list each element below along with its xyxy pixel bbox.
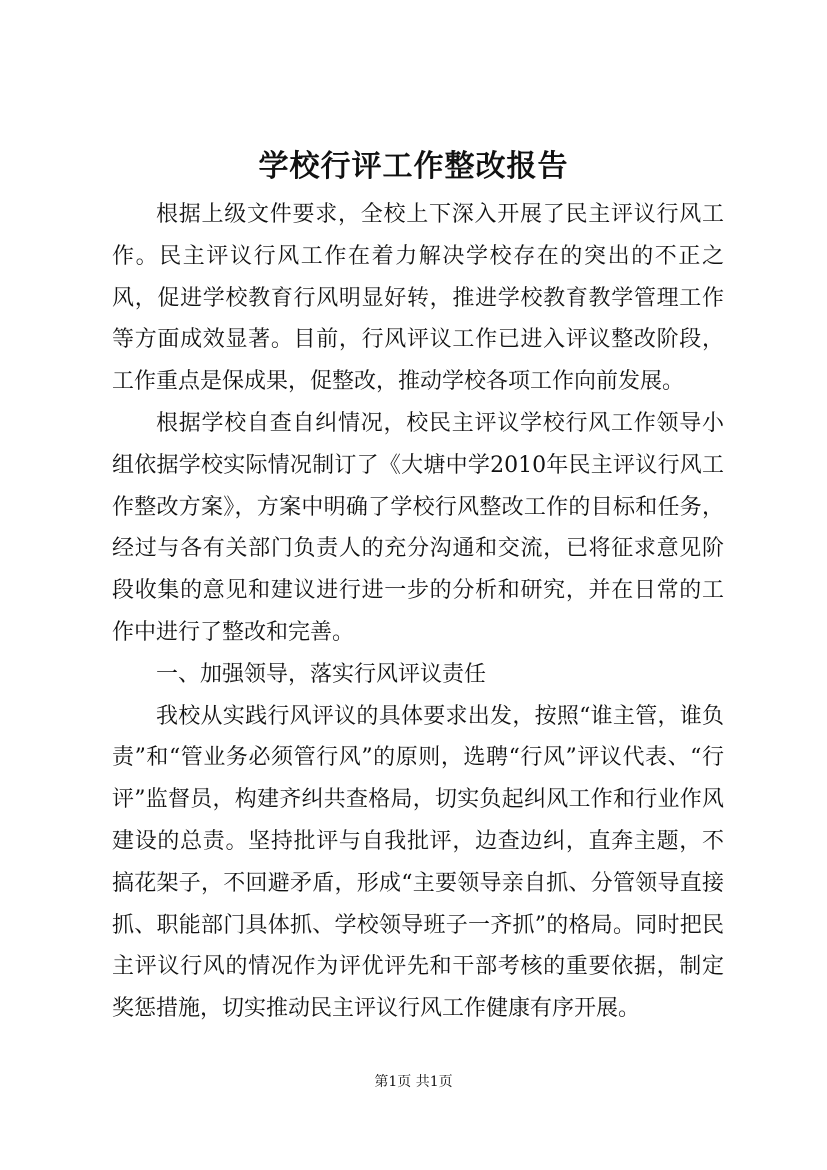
body-paragraph-2: 根据学校自查自纠情况，校民主评议学校行风工作领导小组依据学校实际情况制订了《大塘中学2010年民主评议行风工作整改方案》，方案中明确了学校行风整改工作的目标和任务，经过与各有关部门负责人的充分沟通和交流，已将征求意见阶段收集的意见和建议进行进一步的分析和研究，并在日常的工作中进行了整改和完善。: [112, 410, 724, 645]
section-heading: 一、加强领导，落实行风评议责任: [156, 661, 487, 687]
document-title: 学校行评工作整改报告: [258, 149, 569, 184]
section-paragraph: 我校从实践行风评议的具体要求出发，按照“谁主管，谁负责”和“管业务必须管行风”的原则，选聘“行风”评议代表、“行评”监督员，构建齐纠共查格局，切实负起纠风工作和行业作风建设的总责。坚持批评与自我批评，边查边纠，直奔主题，不搞花架子，不回避矛盾，形成“主要领导亲自抓、分管领导直接抓、职能部门具体抓、学校领导班子一齐抓”的格局。同时把民主评议行风的情况作为评优评先和干部考核的重要依据，制定奖惩措施，切实推动民主评议行风工作健康有序开展。: [112, 703, 724, 1022]
page-footer: 第1页 共1页: [374, 1074, 453, 1090]
document-body: [112, 194, 724, 1030]
body-paragraph-1: 根据上级文件要求，全校上下深入开展了民主评议行风工作。民主评议行风工作在着力解决学校存在的突出的不正之风，促进学校教育行风明显好转，推进学校教育教学管理工作等方面成效显著。目前，行风评议工作已进入评议整改阶段，工作重点是保成果，促整改，推动学校各项工作向前发展。: [112, 202, 724, 395]
